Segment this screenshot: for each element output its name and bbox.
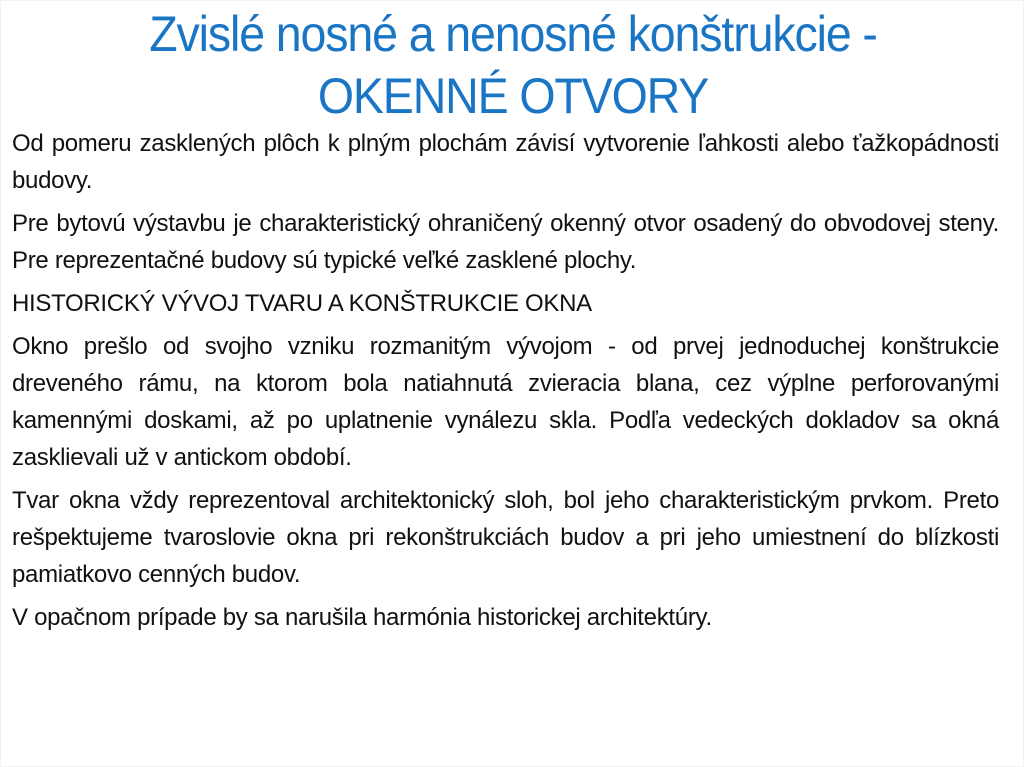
section-heading-history: HISTORICKÝ VÝVOJ TVARU A KONŠTRUKCIE OKNA bbox=[12, 290, 592, 317]
slide-body bbox=[12, 125, 999, 642]
paragraph-glazing-ratio: Od pomeru zasklených plôch k plným plochám závisí vytvorenie ľahkosti alebo ťažkopádnosti budovy. bbox=[12, 130, 999, 194]
paragraph-harmony: V opačnom prípade by sa narušila harmónia historickej architektúry. bbox=[12, 604, 712, 631]
paragraph-window-evolution: Okno prešlo od svojho vzniku rozmanitým vývojom - od prvej jednoduchej konštrukcie dreveného rámu, na ktorom bola natiahnutá zvieracia blana, cez výplne perforovanými kamennými doskami, až po uplatnenie vynálezu skla. Podľa vedeckých dokladov sa okná zasklievali už v antickom období. bbox=[12, 333, 999, 471]
slide-title-line-2: OKENNÉ OTVORY bbox=[317, 68, 709, 124]
paragraph-window-style: Tvar okna vždy reprezentoval architektonický sloh, bol jeho charakteristickým prvkom. Preto rešpektujeme tvaroslovie okna pri rekonštrukciách budov a pri jeho umiestnení do blízkosti pamiatkovo cenných budov. bbox=[12, 487, 999, 588]
slide-title-line-1: Zvislé nosné a nenosné konštrukcie - bbox=[149, 6, 877, 62]
slide-title bbox=[37, 1, 989, 127]
paragraph-residential-windows: Pre bytovú výstavbu je charakteristický ohraničený okenný otvor osadený do obvodovej steny. Pre reprezentačné budovy sú typické veľké zasklené plochy. bbox=[12, 210, 999, 274]
